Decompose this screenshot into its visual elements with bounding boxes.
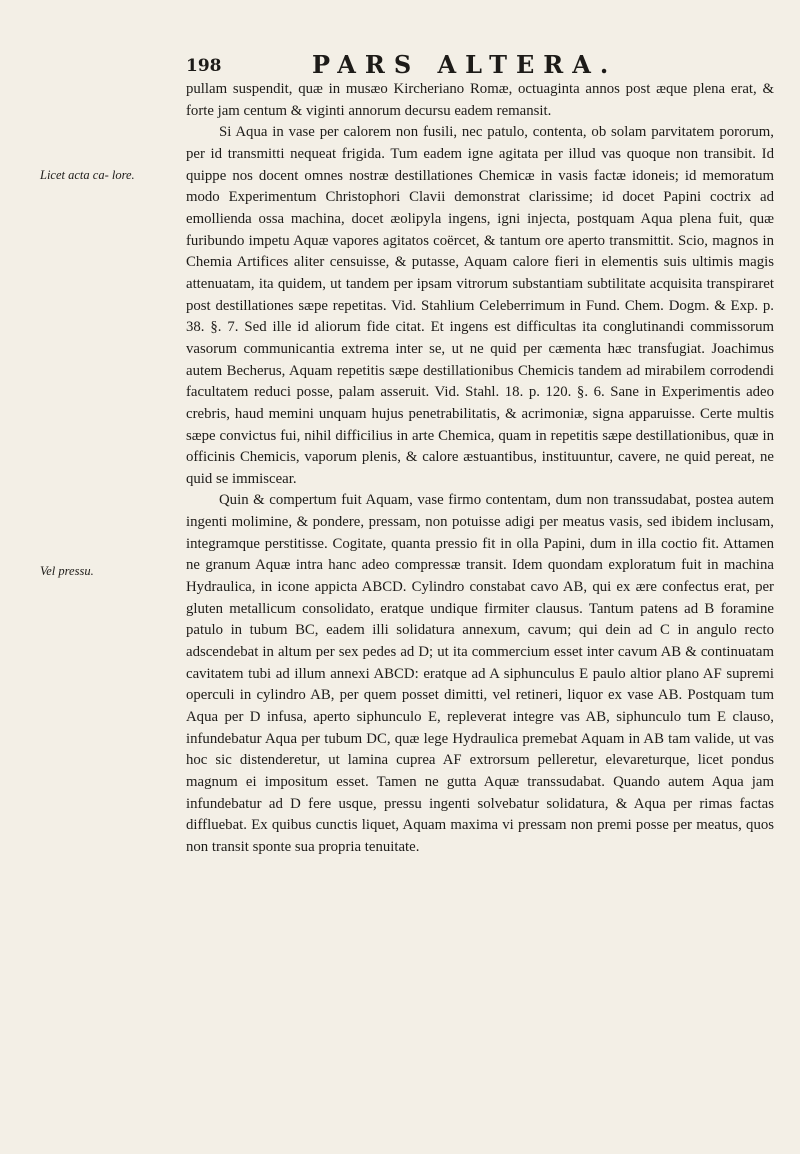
body-text: [186, 79, 774, 859]
margin-note-pressure: Vel pressu.: [40, 564, 94, 578]
paragraph-heat: Si Aqua in vase per calorem non fusili, nec patulo, contenta, ob solam parvitatem pororum, per id transmitti nequeat frigida. Tum eadem igne agitata per illud vas quoque non transibit. Id quippe nos docent omnes nostræ destillationes Chemicæ in vasis factæ idoneis; id memoratum modo Experimentum Christophori Clavii demonstrat clarissime; id docet Papini coctrix ad emollienda ossa machina, docet æolipyla ingens, igni injecta, postquam Aqua plena fuit, quæ furibundo impetu Aquæ vapores agitatos coërcet, & tantum ore aperto transmittit. Scio, magnos in Chemia Artifices aliter censuisse, & putasse, Aquam calore fieri in elementis suis ultimis magis attenuatam, ita quidem, ut tandem per ipsam vitrorum substantiam subtilitate acquisita transpiraret post destillationes sæpe repetitas. Vid. Stahlium Celeberrimum in Fund. Chem. Dogm. & Exp. p. 38. §. 7. Sed ille id aliorum fide citat. Et ingens est difficultas ita conglutinandi commissorum vasorum communicantia extrema inter se, ut ne quid per cæmenta hæc transfugiat. Joachimus autem Becherus, Aquam repetitis sæpe destillationibus Chemicis tandem ad mirabilem corrodendi facultatem reduci posse, palam asseruit. Vid. Stahl. 18. p. 120. §. 6. Sane in Experimentis adeo crebris, haud memini unquam hujus penetrabilitatis, & acrimoniæ, signa apparuisse. Certe multis sæpe convictus fui, nihil difficilius in arte Chemica, quam in repetitis sæpe destillationibus, quæ in officinis Chemicis, vaporum plenis, & calore æstuantibus, instituuntur, cavere, ne quid pereat, ne quid se immiscear.: [186, 124, 774, 487]
margin-note-heat: Licet acta ca- lore.: [40, 168, 135, 182]
paragraph-pressure: Quin & compertum fuit Aquam, vase firmo contentam, dum non transsudabat, postea autem ingenti molimine, & pondere, pressam, non potuisse adigi per meatus vasis, sed ibidem inclusam, integramque perstitisse. Cogitate, quanta pressio fit in olla Papini, dum in illa coctio fit. Attamen ne granum Aquæ intra hanc adeo compressæ transit. Idem quondam exploratum fuit in machina Hydraulica, in icone appicta ABCD. Cylindro constabat cavo AB, qui ex ære confectus erat, per gluten metallicum consolidato, eratque undique firmiter clausus. Tantum patens ad B foramine patulo in tubum BC, eadem illi solidatura annexum, cavum; qui dein ad C in angulo recto adscendebat in altum per sex pedes ad D; ut ita commercium esset inter cavum AB & continuatam cavitatem tubi ad illum annexi ABCD: eratque ad A siphunculus E paulo altior plano AF supremi operculi in cylindro AB, per quem posset dimitti, vel retineri, liquor ex vase AB. Postquam tum Aqua per D infusa, aperto siphunculo E, repleverat integre vas AB, siphunculo tum E clauso, infundebatur Aqua per tubum DC, quæ lege Hydraulica premebat Aquam in AB tam valide, ut vas hoc sic distenderetur, ut lamina cuprea AF extrorsum pelleretur, elevareturque, licet pondus magnum ei impositum esset. Tamen ne gutta Aquæ transsudabat. Quando autem Aqua jam infundebatur ad D fere usque, pressu ingenti solvebatur solidatura, & Aqua per rimas factas diffluebat. Ex quibus cunctis liquet, Aquam maxima vi pressam non premi posse per meatus, quos non transit sponte sua propria tenuitate.: [186, 492, 774, 855]
paragraph-continuation: pullam suspendit, quæ in musæo Kircheriano Romæ, octuaginta annos post æque plena erat, & forte jam centum & viginti annorum decursu eadem remansit.: [186, 81, 774, 119]
page-number: 198: [186, 56, 222, 76]
page-header: [186, 50, 746, 80]
running-title: PARS ALTERA.: [312, 50, 618, 79]
